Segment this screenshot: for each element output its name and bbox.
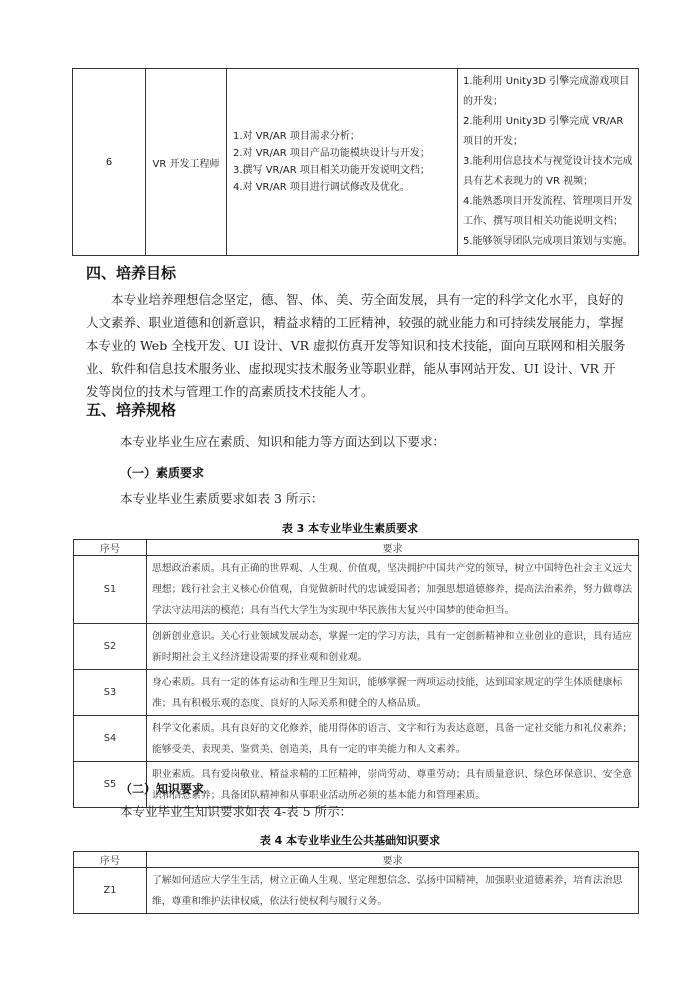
table4-caption: 表 4 本专业毕业生公共基础知识要求 xyxy=(259,834,441,847)
job-title: VR 开发工程师 xyxy=(146,69,227,256)
row-text: 了解如何适应大学生生活，树立正确人生观、坚定理想信念、弘扬中国精神，加强职业道德素养，培育法治思维，尊重和维护法律权威，依法行使权利与履行义务。 xyxy=(147,868,639,914)
row-id: S4 xyxy=(74,716,147,762)
row-text: 身心素质。具有一定的体育运动和生理卫生知识，能够掌握一两项运动技能，达到国家规定的学生体质健康标准；具有积极乐观的态度、良好的人际关系和健全的人格品质。 xyxy=(147,670,639,716)
job-skills xyxy=(458,69,639,256)
list-item: 1.对 VR/AR 项目需求分析； xyxy=(233,131,360,142)
row-id: S1 xyxy=(74,556,147,624)
list-item: 4.对 VR/AR 项目进行调试修改及优化。 xyxy=(233,182,410,193)
subheading-knowledge: （二）知识要求 xyxy=(120,782,205,796)
row-text: 创新创业意识。关心行业领域发展动态，掌握一定的学习方法，具有一定创新精神和立业创业的意识，具有适应新时期社会主义经济建设需要的择业观和创业观。 xyxy=(147,624,639,670)
row-text: 科学文化素质。具有良好的文化修养，能用得体的语言、文字和行为表达意愿，具备一定社交能力和礼仪素养；能够受美、表现美、鉴赏美、创造美，具有一定的审美能力和人文素养。 xyxy=(147,716,639,762)
job-table xyxy=(72,68,639,256)
knowledge-intro: 本专业毕业生知识要求如表 4-表 5 所示： xyxy=(120,804,353,819)
list-item: 3.能利用信息技术与视觉设计技术完成具有艺术表现力的 VR 视频； xyxy=(463,156,633,187)
column-header-req: 要求 xyxy=(147,852,639,868)
specs-intro: 本专业毕业生应在素质、知识和能力等方面达到以下要求： xyxy=(120,434,446,449)
goals-paragraph: 本专业培养理想信念坚定，德、智、体、美、劳全面发展，具有一定的科学文化水平，良好的人文素养、职业道德和创新意识，精益求精的工匠精神，较强的就业能力和可持续发展能力，掌握本专业的 Web 全栈开发、UI 设计、VR 虚拟仿真开发等知识和技术技能，面向互联网和相关服务业、软件和信息技术服务业、虚拟现实技术服务业等职业群，能从事网站开发、UI 设计、VR 开发等岗位的技术与管理工作的高素质技术技能人才。 xyxy=(86,292,626,399)
row-id: S3 xyxy=(74,670,147,716)
list-item: 2.能利用 Unity3D 引擎完成 VR/AR 项目的开发； xyxy=(463,116,624,147)
job-tasks xyxy=(227,69,458,256)
table-row xyxy=(73,69,639,256)
quality-intro: 本专业毕业生素质要求如表 3 所示： xyxy=(120,491,324,506)
list-item: 3.撰写 VR/AR 项目相关功能开发说明文档； xyxy=(233,165,430,176)
column-header-id: 序号 xyxy=(74,852,147,868)
quality-table xyxy=(73,539,639,808)
table-header-row xyxy=(74,852,639,868)
list-item: 5.能够领导团队完成项目策划与实施。 xyxy=(463,236,633,247)
list-item: 2.对 VR/AR 项目产品功能模块设计与开发； xyxy=(233,148,430,159)
subheading-quality: （一）素质要求 xyxy=(120,466,205,480)
row-id: Z1 xyxy=(74,868,147,914)
section-heading-specs: 五、培养规格 xyxy=(86,401,177,419)
list-item: 4.能熟悉项目开发流程、管理项目开发工作、撰写项目相关功能说明文档； xyxy=(463,196,633,227)
row-id: S5 xyxy=(74,762,147,808)
table-header-row xyxy=(74,540,639,556)
table3-caption: 表 3 本专业毕业生素质要求 xyxy=(281,522,419,535)
knowledge-table xyxy=(73,851,639,914)
table-row xyxy=(74,716,639,762)
row-text: 职业素质。具有爱岗敬业、精益求精的工匠精神，崇尚劳动、尊重劳动；具有质量意识、绿色环保意识、安全意识和信息素养；具备团队精神和从事职业活动所必须的基本能力和管理素质。 xyxy=(147,762,639,808)
table-row xyxy=(74,556,639,624)
table-row xyxy=(74,670,639,716)
job-number: 6 xyxy=(73,69,146,256)
section-heading-goals: 四、培养目标 xyxy=(86,264,177,282)
table-row xyxy=(74,868,639,914)
row-id: S2 xyxy=(74,624,147,670)
list-item: 1.能利用 Unity3D 引擎完成游戏项目的开发； xyxy=(463,76,630,107)
table-row xyxy=(74,624,639,670)
column-header-req: 要求 xyxy=(147,540,639,556)
row-text: 思想政治素质。具有正确的世界观、人生观、价值观，坚决拥护中国共产党的领导，树立中国特色社会主义远大理想；践行社会主义核心价值观，自觉做新时代的忠诚爱国者；加强思想道德修养，提高法治素养，努力做尊法学法守法用法的模范；具有当代大学生为实现中华民族伟大复兴中国梦的使命担当。 xyxy=(147,556,639,624)
column-header-id: 序号 xyxy=(74,540,147,556)
